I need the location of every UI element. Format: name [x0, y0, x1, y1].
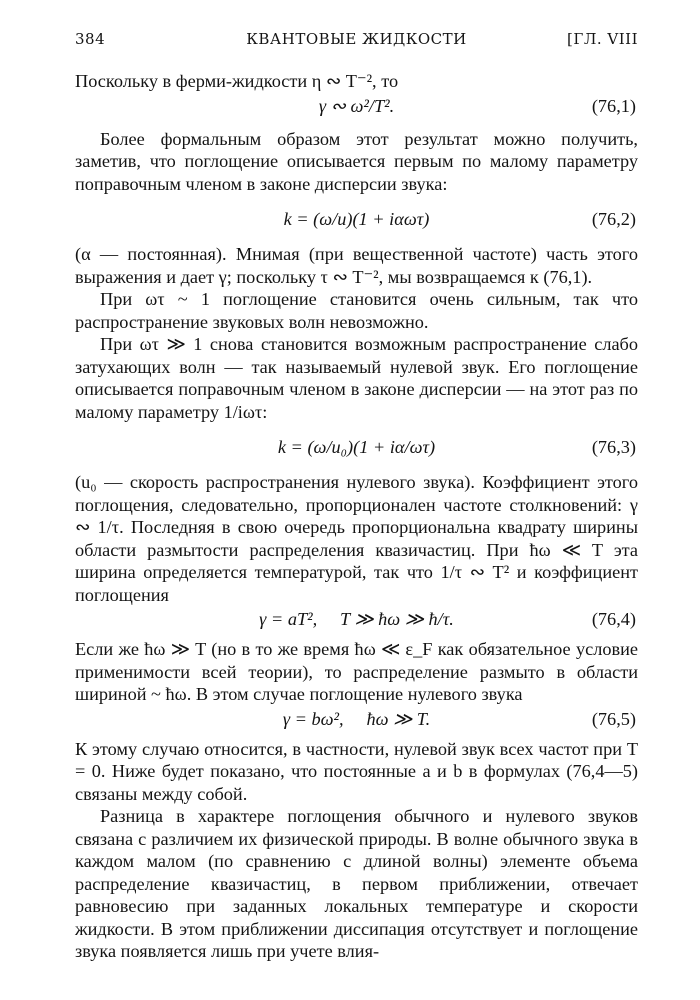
chapter-label: [ГЛ. VIII	[567, 30, 638, 48]
equation-76-3	[75, 423, 638, 471]
paragraph-5: При ωτ ≫ 1 снова становится возможным распространение слабо затухающих волн — так называемый нулевой звук. Его поглощение описывается поправочным членом в законе дисперсии — на этот раз по малому параметру 1/iωτ:	[75, 334, 638, 422]
equation-number: (76,5)	[591, 708, 636, 729]
paragraph-1: Поскольку в ферми-жидкости η ∾ T⁻², то	[75, 71, 399, 91]
equation-number: (76,4)	[591, 609, 636, 629]
paragraph-9: Разница в характере поглощения обычного и нулевого звуков связана с различием их физической природы. В волне обычного звука в каждом малом (по сравнению с длиной волны) элементе объема распределение квазичастиц, в первом приближении, отвечает равновесию при заданных локальных температуре и скорости жидкости. В этом приближении диссипация отсутствует и поглощение звука появляется лишь при учете влия-	[75, 806, 638, 961]
equation-76-2	[75, 195, 638, 243]
equation-76-1	[75, 93, 638, 120]
equation-expression: k = (ω/u₀)(1 + iα/ωτ)	[277, 437, 436, 457]
equation-expression: k = (ω/u)(1 + iαωτ)	[283, 209, 430, 229]
running-title: КВАНТОВЫЕ ЖИДКОСТИ	[246, 30, 467, 48]
page-body	[75, 70, 638, 963]
paragraph-3: (α — постоянная). Мнимая (при вещественной частоте) часть этого выражения и дает γ; поскольку τ ∾ T⁻², мы возвращаемся к (76,1).	[75, 244, 638, 287]
equation-76-4	[75, 606, 638, 633]
paragraph-7: Если же ħω ≫ T (но в то же время ħω ≪ ε_F как обязательное условие применимости всей теории), то распределение размыто в области шириной ~ ħω. В этом случае поглощение нулевого звука	[75, 639, 638, 704]
paragraph-6: (u₀ — скорость распространения нулевого звука). Коэффициент этого поглощения, следовательно, пропорционален частоте столкновений: γ ∾ 1/τ. Последняя в свою очередь пропорциональна квадрату ширины области размытости распределения квазичастиц. При ħω ≪ T эта ширина определяется температурой, так что 1/τ ∾ T² и коэффициент поглощения	[75, 472, 638, 605]
equation-expression: γ = bω², ħω ≫ T.	[282, 708, 431, 729]
equation-number: (76,1)	[591, 95, 636, 116]
equation-expression: γ = aT², T ≫ ħω ≫ ħ/τ.	[259, 609, 454, 629]
equation-76-5	[75, 706, 638, 733]
page-header	[75, 30, 638, 54]
paragraph-8: К этому случаю относится, в частности, нулевой звук всех частот при T = 0. Ниже будет показано, что постоянные a и b в формулах (76,4—5) связаны между собой.	[75, 738, 638, 804]
paragraph-2: Более формальным образом этот результат можно получить, заметив, что поглощение описывается первым по малому параметру поправочным членом в законе дисперсии звука:	[75, 128, 638, 194]
equation-expression: γ ∾ ω²/T².	[318, 95, 395, 116]
page-number: 384	[75, 30, 106, 48]
paragraph-4: При ωτ ~ 1 поглощение становится очень сильным, так что распространение звуковых волн невозможно.	[75, 289, 638, 332]
equation-number: (76,2)	[591, 209, 636, 229]
equation-number: (76,3)	[591, 437, 636, 457]
